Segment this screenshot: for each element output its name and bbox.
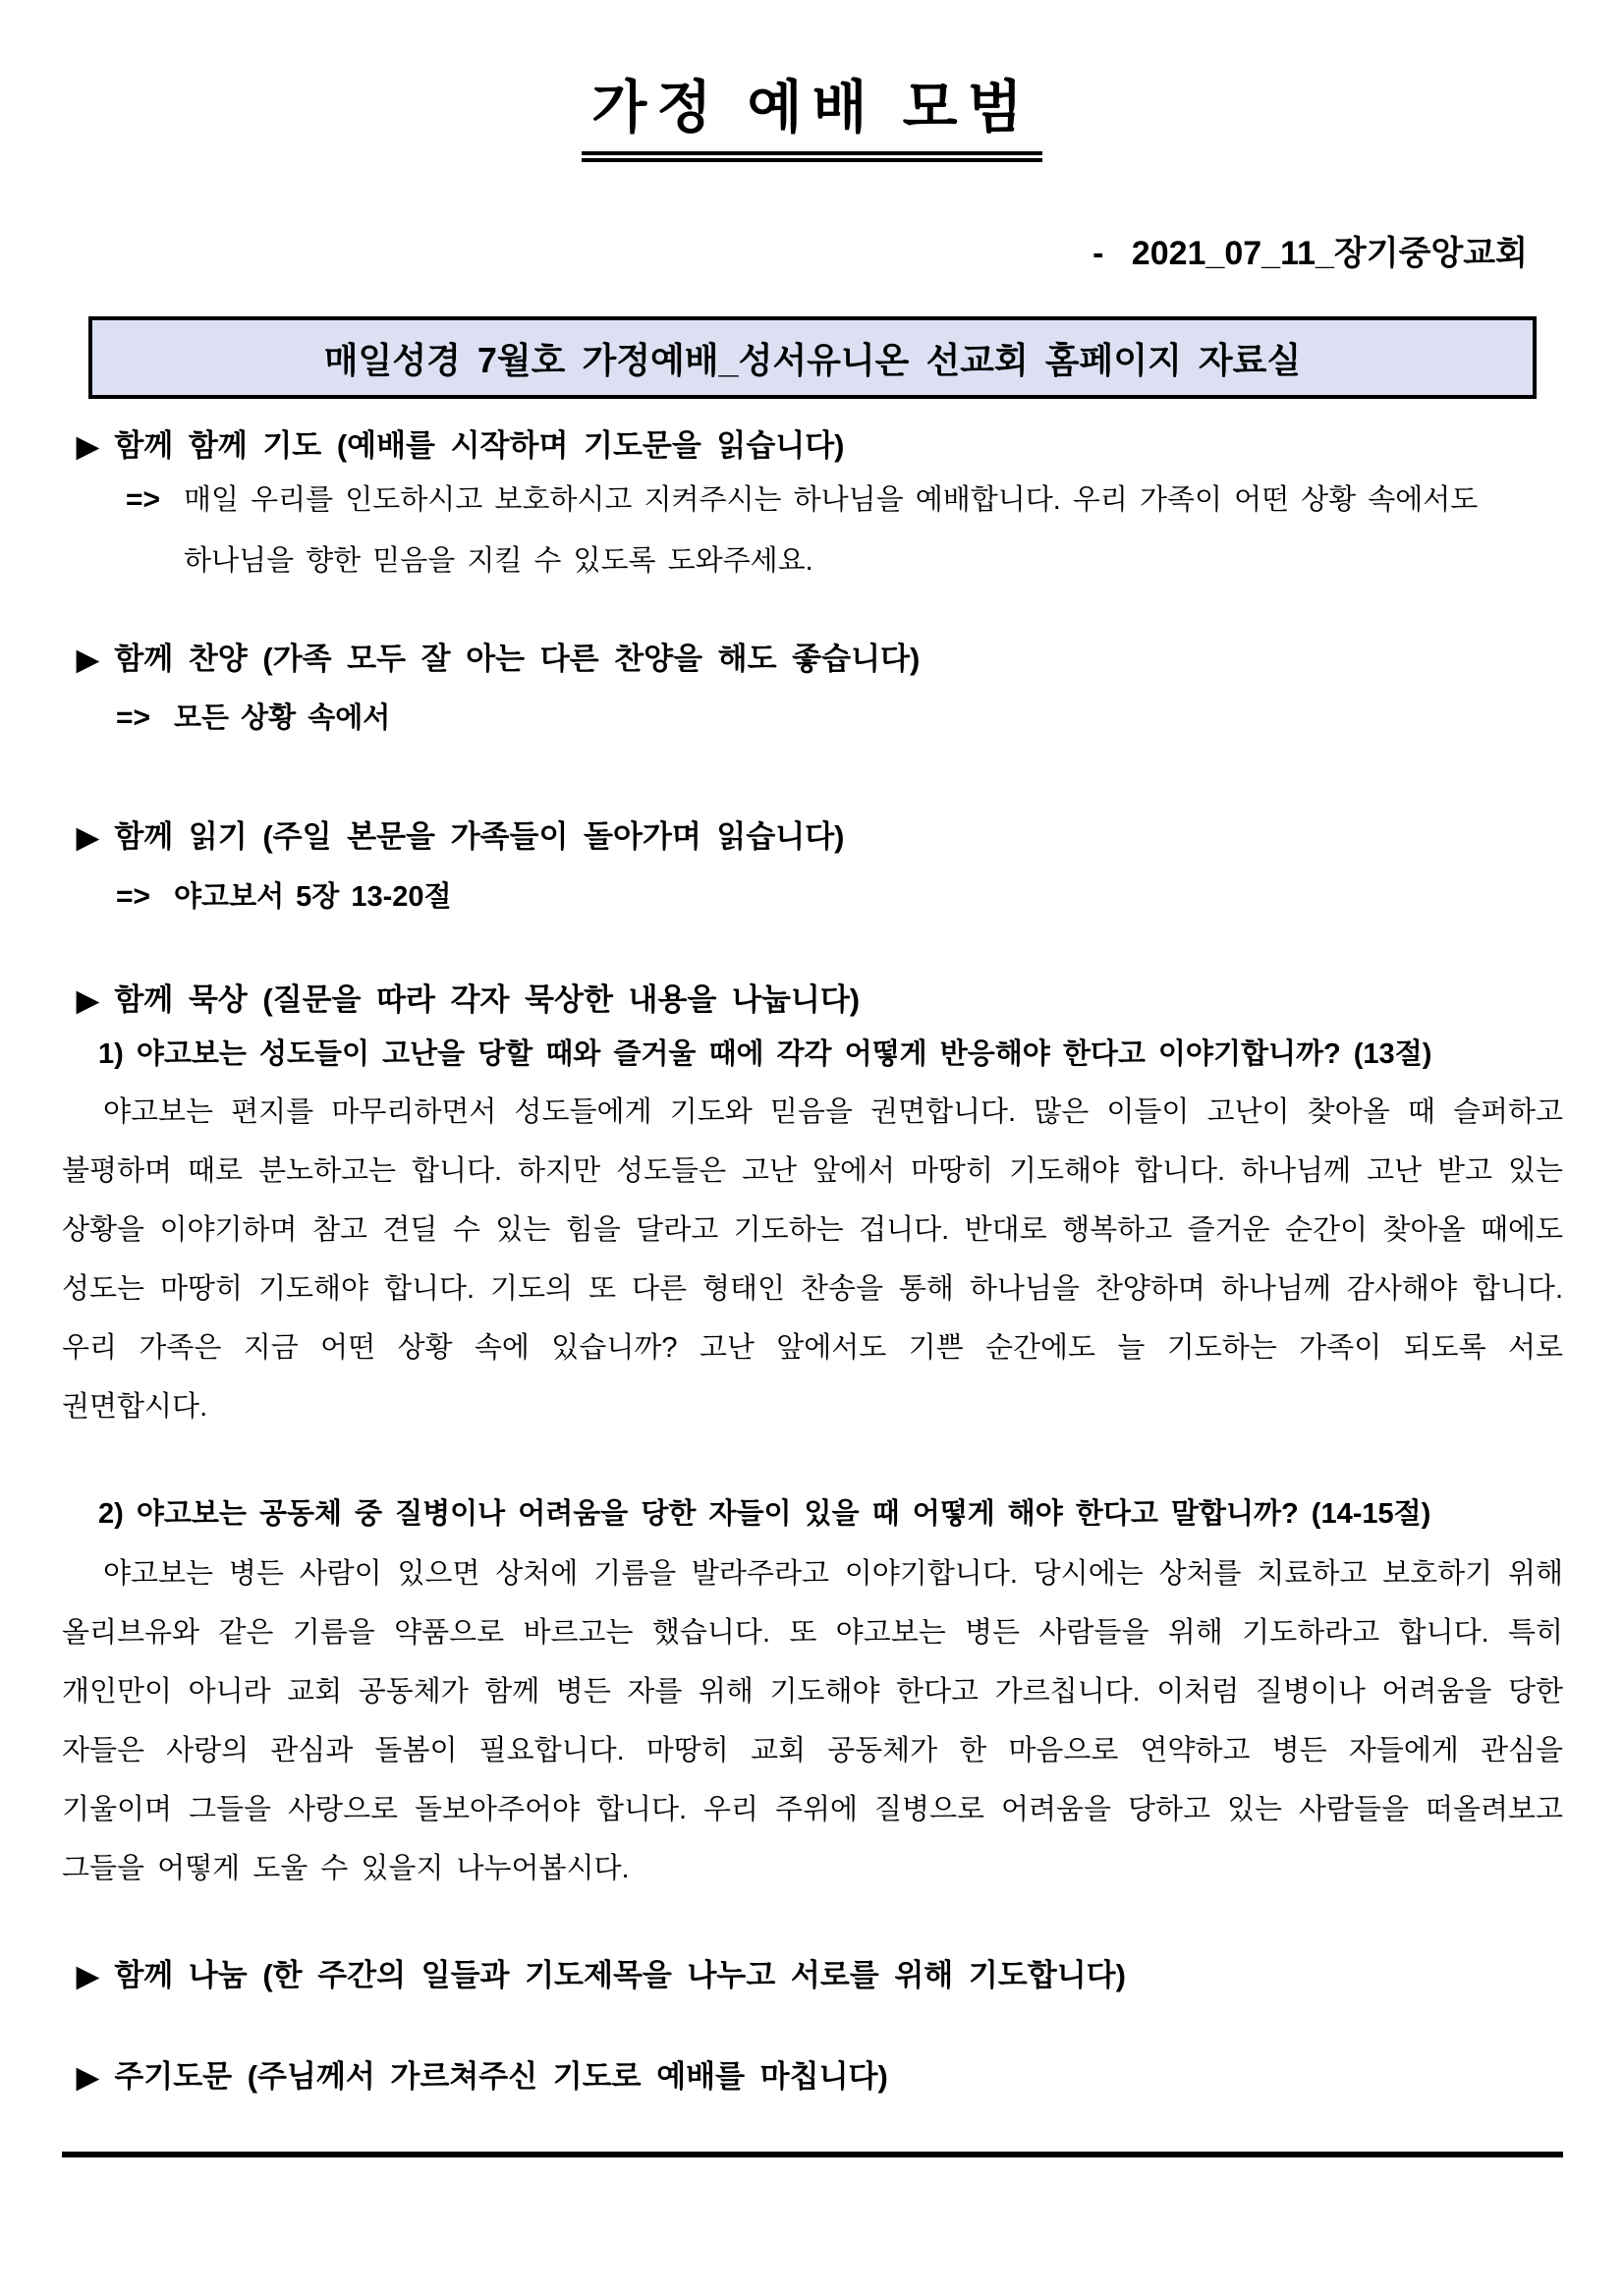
section-heading-praise (77, 634, 920, 678)
reading-note (116, 867, 452, 927)
section-heading-reading-label: 함께 읽기 (주일 본문을 가족들이 돌아가며 읽습니다) (114, 819, 845, 854)
arrow-marker-icon: => (116, 701, 151, 734)
section-heading-reading (77, 812, 845, 856)
section-heading-sharing-label: 함께 나눔 (한 주간의 일들과 기도제목을 나누고 서로를 위해 기도합니다) (114, 1958, 1126, 1992)
triangle-bullet-icon: ▶ (77, 431, 99, 463)
scripture-reference: 야고보서 5장 13-20절 (174, 881, 452, 913)
triangle-bullet-icon: ▶ (77, 644, 99, 676)
praise-song-title: 모든 상황 속에서 (174, 702, 391, 734)
prayer-note-text: 매일 우리를 인도하시고 보호하시고 지켜주시는 하나님을 예배합니다. 우리 가족이 어떤 상황 속에서도 하나님을 향한 믿음을 지킬 수 있도록 도와주세요. (184, 484, 1479, 577)
question-1-answer: 야고보는 편지를 마무리하면서 성도들에게 기도와 믿음을 권면합니다. 많은 이들이 고난이 찾아올 때 슬퍼하고 불평하며 때로 분노하고는 합니다. 하지만 성도들은 고난 앞에서 마땅히 기도해야 합니다. 하나님께 고난 받고 있는 상황을 이야기하며 참고 견딜 수 있는 힘을 달라고 기도하는 겁니다. 반대로 행복하고 즐거운 순간이 찾아올 때에도 성도는 마땅히 기도해야 합니다. 기도의 또 다른 형태인 찬송을 통해 하나님을 찬양하며 하나님께 감사해야 합니다. 우리 가족은 지금 어떤 상황 속에 있습니까? 고난 앞에서도 기쁜 순간에도 늘 기도하는 가족이 되도록 서로 권면합시다. (62, 1096, 1563, 1423)
section-heading-sharing (77, 1950, 1126, 1994)
triangle-bullet-icon: ▶ (77, 822, 99, 854)
section-heading-meditation (77, 975, 860, 1019)
page-title: 가정 예배 모범 (582, 61, 1041, 162)
section-heading-prayer (77, 420, 845, 465)
prayer-note (126, 470, 1551, 591)
source-banner-text: 매일성경 7월호 가정예배_성서유니온 선교회 홈페이지 자료실 (323, 339, 1302, 380)
triangle-bullet-icon: ▶ (77, 2062, 99, 2094)
arrow-marker-icon: => (126, 483, 161, 516)
section-heading-lords-prayer (77, 2051, 888, 2096)
question-2-answer: 야고보는 병든 사람이 있으면 상처에 기름을 발라주라고 이야기합니다. 당시에는 상처를 치료하고 보호하기 위해 올리브유와 같은 기름을 약품으로 바르고는 했습니다. 또 야고보는 병든 사람들을 위해 기도하라고 합니다. 특히 개인만이 아니라 교회 공동체가 함께 병든 자를 위해 기도해야 한다고 가르칩니다. 이처럼 질병이나 어려움을 당한 자들은 사랑의 관심과 돌봄이 필요합니다. 마땅히 교회 공동체가 한 마음으로 연약하고 병든 자들에게 관심을 기울이며 그들을 사랑으로 돌보아주어야 합니다. 우리 주위에 질병으로 어려움을 당하고 있는 사람들을 떠올려보고 그들을 어떻게 도울 수 있을지 나누어봅시다. (62, 1558, 1563, 1884)
triangle-bullet-icon: ▶ (77, 1961, 99, 1992)
praise-note (116, 688, 390, 749)
question-2-label: 2) 야고보는 공동체 중 질병이나 어려움을 당한 자들이 있을 때 어떻게 해야 한다고 말합니까? (14-15절) (98, 1498, 1431, 1530)
question-1-label: 1) 야고보는 성도들이 고난을 당할 때와 즐거울 때에 각각 어떻게 반응해야 한다고 이야기합니까? (13절) (98, 1038, 1432, 1070)
section-heading-lords-prayer-label: 주기도문 (주님께서 가르쳐주신 기도로 예배를 마칩니다) (114, 2059, 888, 2094)
section-heading-prayer-label: 함께 함께 기도 (예배를 시작하며 기도문을 읽습니다) (114, 428, 845, 463)
bottom-divider (62, 2152, 1563, 2157)
title-row (0, 61, 1624, 162)
section-heading-praise-label: 함께 찬양 (가족 모두 잘 아는 다른 찬양을 해도 좋습니다) (114, 642, 921, 676)
date-line: - 2021_07_11_장기중앙교회 (1092, 235, 1528, 272)
section-heading-meditation-label: 함께 묵상 (질문을 따라 각자 묵상한 내용을 나눕니다) (114, 982, 861, 1017)
triangle-bullet-icon: ▶ (77, 985, 99, 1017)
source-banner (88, 316, 1537, 399)
arrow-marker-icon: => (116, 880, 151, 913)
